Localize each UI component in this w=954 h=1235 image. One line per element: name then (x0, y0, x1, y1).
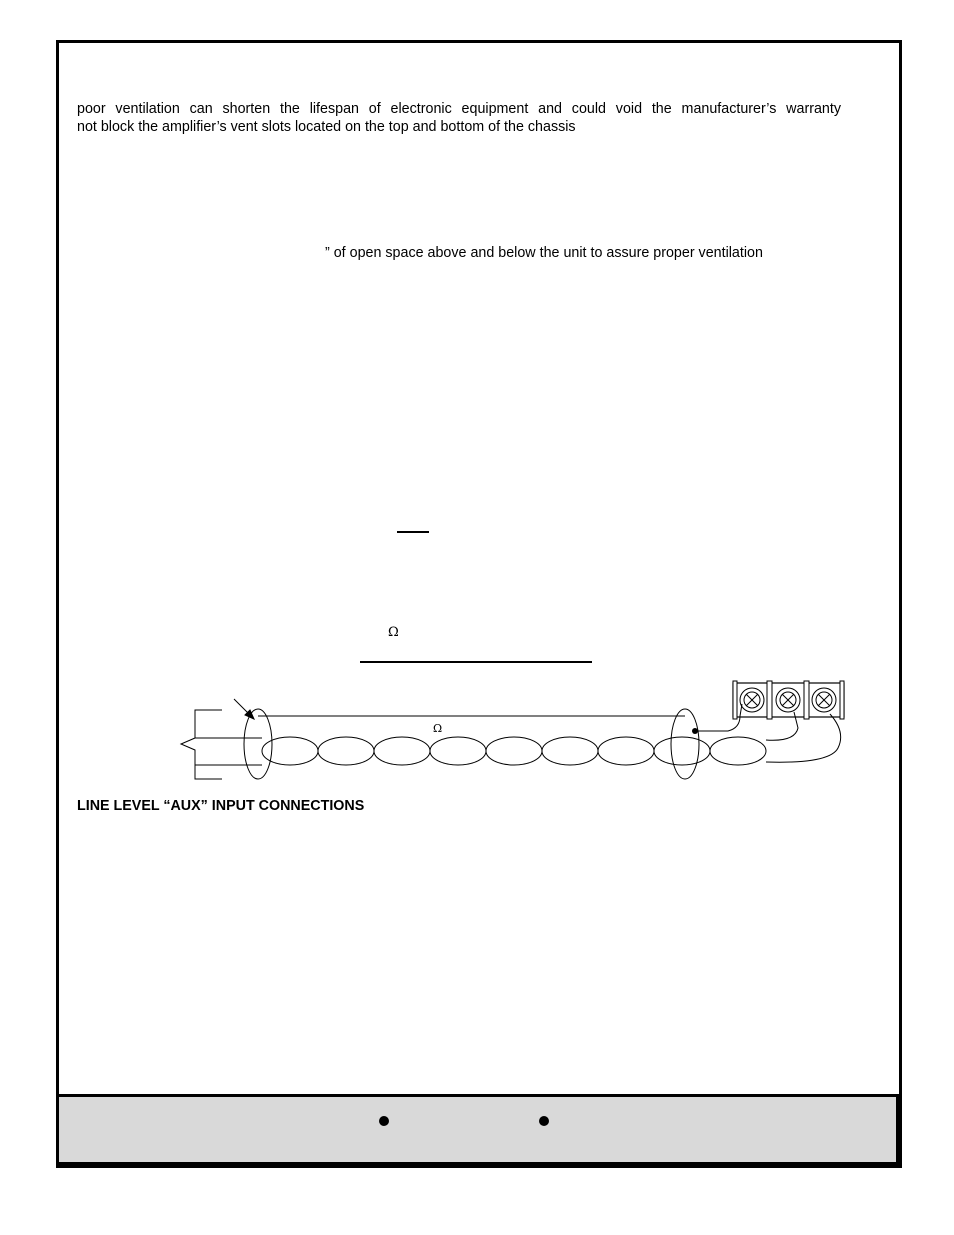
footer-bullet-1 (379, 1116, 389, 1126)
shield-solder-dot (692, 728, 698, 734)
conductor-wire-b (766, 714, 841, 762)
cable-end-left (244, 709, 272, 779)
twisted-pair-conductors (262, 737, 766, 765)
body-line-3: ” of open space above and below the unit to assure proper ventilation (325, 245, 763, 261)
terminal-screw-1 (740, 688, 764, 712)
section-heading: LINE LEVEL “AUX” INPUT CONNECTIONS (77, 798, 365, 814)
footer-bullet-2 (539, 1116, 549, 1126)
input-connector-bracket (181, 710, 222, 779)
terminal-block (733, 681, 844, 719)
body-line-2: not block the amplifier’s vent slots located on the top and bottom of the chassis (77, 119, 576, 135)
cable-end-right (671, 709, 699, 779)
cable-omega-symbol: Ω (433, 722, 443, 735)
terminal-screw-3 (812, 688, 836, 712)
footer-band (56, 1094, 899, 1165)
omega-symbol: Ω (388, 625, 399, 640)
body-line-1: poor ventilation can shorten the lifespan of electronic equipment and could void the manufacturer’s warranty (77, 101, 841, 117)
terminal-screw-2 (776, 688, 800, 712)
